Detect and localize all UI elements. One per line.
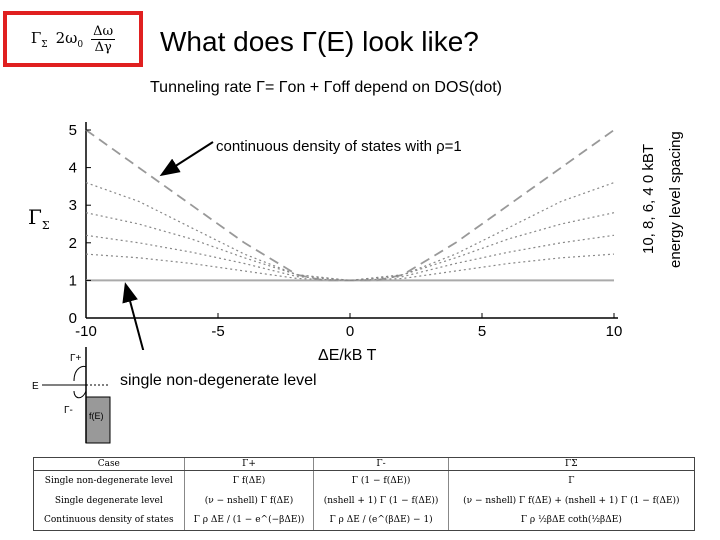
x-tick-label: 5 [477,323,487,340]
table-header-3: ΓΣ [448,458,694,471]
table-cell: (nshell + 1) Γ (1 − f(ΔE)) [314,491,448,511]
formula-lhs: $\Gamma_\Sigma$ [30,28,48,50]
table-header-1: Γ+ [184,458,314,471]
series-line-6 [86,254,614,280]
formula-coefficient: $2\omega_0$ [55,28,84,50]
table-cell: Continuous density of states [43,515,174,526]
fermi-function-label: f(E) [89,411,104,421]
gamma-minus-arrow [74,391,86,398]
table-header-2: Γ- [314,458,448,471]
energy-label: E [32,381,39,392]
energy-level-inset [30,345,112,445]
x-tick-label: 10 [605,323,623,340]
level-spacing-values: 10, 8, 6, 4 0 kBT [640,143,657,254]
level-spacing-label: energy level spacing [667,131,684,268]
table-row [34,491,694,511]
subtitle: Tunneling rate Γ= Γon + Γoff depend on DOS(dot) [150,79,502,96]
rate-formula-table [33,457,695,531]
formula-numerator: Δω [93,23,114,39]
x-tick-label: -5 [211,323,225,340]
table-cell: (ν − nshell) Γ f(ΔE) [184,491,314,511]
y-axis-label: $\Gamma_\Sigma$ [28,205,50,232]
y-tick-label: 2 [68,234,77,252]
y-tick-label: 4 [68,159,77,177]
table-cell: Single degenerate level [54,495,163,506]
table-cell: (ν − nshell) Γ f(ΔE) + (nshell + 1) Γ (1 − f(ΔE)) [448,491,694,511]
formula-denominator: Δγ [94,39,112,55]
slide-title: What does Γ(E) look like? [160,26,479,57]
single-level-label: single non-degenerate level [120,372,317,389]
gamma-minus-label: Γ- [64,405,73,416]
table-cell: Single non-degenerate level [44,475,173,486]
table-cell: Γ ρ ΔE / (1 − e^(−βΔE)) [184,510,314,530]
x-tick-label: 0 [345,323,355,340]
arrow-to-continuous-curve [163,142,213,174]
table-header-0: Case [34,458,184,471]
x-tick-label: -10 [75,323,97,340]
continuous-dos-label: continuous density of states with ρ=1 [216,138,462,155]
gamma-plus-label: Γ+ [70,353,82,364]
x-axis-label: ΔE/kB T [318,347,377,364]
y-tick-label: 5 [68,122,77,139]
table-cell: Γ f(ΔE) [184,471,314,491]
table-cell: Γ (1 − f(ΔE)) [314,471,448,491]
gamma-plus-arrow [74,366,86,381]
table-row [34,471,694,491]
table-cell: Γ ρ ΔE / (e^(βΔE) − 1) [314,510,448,530]
formula-box [3,11,143,67]
formula-fraction [91,24,115,55]
table-cell: Γ ρ ½βΔE coth(½βΔE) [448,510,694,530]
y-tick-label: 0 [68,310,77,327]
table-cell: Γ [448,471,694,491]
table-row [34,510,694,530]
y-tick-label: 3 [68,197,77,215]
series-line-5 [86,235,614,280]
y-tick-label: 1 [68,272,77,290]
series-line-4 [86,213,614,281]
